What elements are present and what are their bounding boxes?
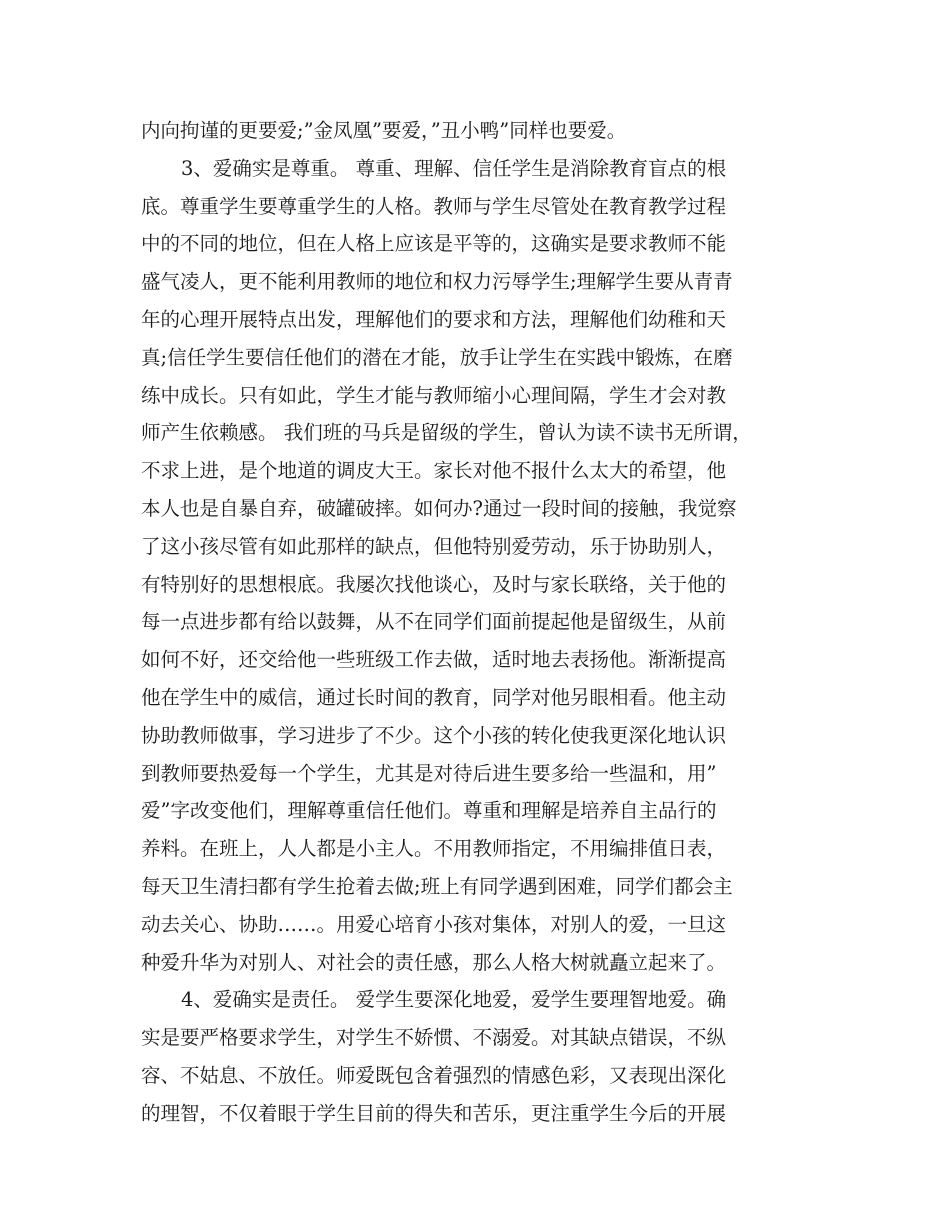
text-line: 如何不好，还交给他一些班级工作去做，适时地去表扬他。渐渐提高 [141, 648, 727, 672]
text-line: 不求上进，是个地道的调皮大王。家长对他不报什么太大的希望，他 [141, 459, 727, 483]
text-line: 动去关心、协助……。用爱心培育小孩对集体，对别人的爱，一旦这 [141, 912, 727, 936]
text-line: 每一点进步都有给以鼓舞，从不在同学们面前提起他是留级生，从前 [141, 610, 727, 634]
text-line: 盛气凌人，更不能利用教师的地位和权力污辱学生;理解学生要从青青 [141, 270, 733, 294]
text-line: 种爱升华为对别人、对社会的责任感，那么人格大树就矗立起来了。 [141, 950, 727, 974]
text-line: 年的心理开展特点出发，理解他们的要求和方法，理解他们幼稚和天 [141, 307, 727, 331]
text-line: 本人也是自暴自弃，破罐破摔。如何办?通过一段时间的接触，我觉察 [141, 496, 737, 520]
text-line: 的理智，不仅着眼于学生目前的得失和苦乐，更注重学生今后的开展 [141, 1101, 727, 1125]
text-line: 到教师要热爱每一个学生，尤其是对待后进生要多给一些温和，用” [141, 761, 717, 785]
text-line: 协助教师做事，学习进步了不少。这个小孩的转化使我更深化地认识 [141, 723, 727, 747]
text-line: 真;信任学生要信任他们的潜在才能，放手让学生在实践中锻炼，在磨 [141, 345, 733, 369]
text-line: 每天卫生清扫都有学生抢着去做;班上有同学遇到困难，同学们都会主 [141, 874, 733, 898]
text-line: 了这小孩尽管有如此那样的缺点，但他特别爱劳动，乐于协助别人， [141, 534, 727, 558]
text-line: 实是要严格要求学生，对学生不娇惯、不溺爱。对其缺点错误，不纵 [141, 1026, 727, 1050]
text-line: 养料。在班上，人人都是小主人。不用教师指定，不用编排值日表， [141, 837, 727, 861]
body-text [141, 112, 821, 1133]
text-line: 练中成长。只有如此，学生才能与教师缩小心理间隔，学生才会对教 [141, 383, 727, 407]
text-line: 有特别好的思想根底。我屡次找他谈心，及时与家长联络，关于他的 [141, 572, 727, 596]
text-line: 内向拘谨的更要爱;”金凤凰”要爱，”丑小鸭”同样也要爱。 [141, 119, 627, 142]
text-line: 他在学生中的威信，通过长时间的教育，同学对他另眼相看。他主动 [141, 685, 727, 709]
text-line: 中的不同的地位，但在人格上应该是平等的，这确实是要求教师不能 [141, 232, 727, 256]
text-line: 师产生依赖感。 我们班的马兵是留级的学生，曾认为读不读书无所谓， [141, 421, 752, 445]
paragraph-start-line: 3、爱确实是尊重。 尊重、理解、信任学生是消除教育盲点的根 [181, 156, 727, 180]
text-line: 底。尊重学生要尊重学生的人格。教师与学生尽管处在教育教学过程 [141, 194, 727, 218]
text-line: 容、不姑息、不放任。师爱既包含着强烈的情感色彩，又表现出深化 [141, 1063, 727, 1087]
paragraph-start-line: 4、爱确实是责任。 爱学生要深化地爱，爱学生要理智地爱。确 [181, 988, 727, 1012]
text-line: 爱”字改变他们，理解尊重信任他们。尊重和理解是培养自主品行的 [141, 799, 717, 823]
